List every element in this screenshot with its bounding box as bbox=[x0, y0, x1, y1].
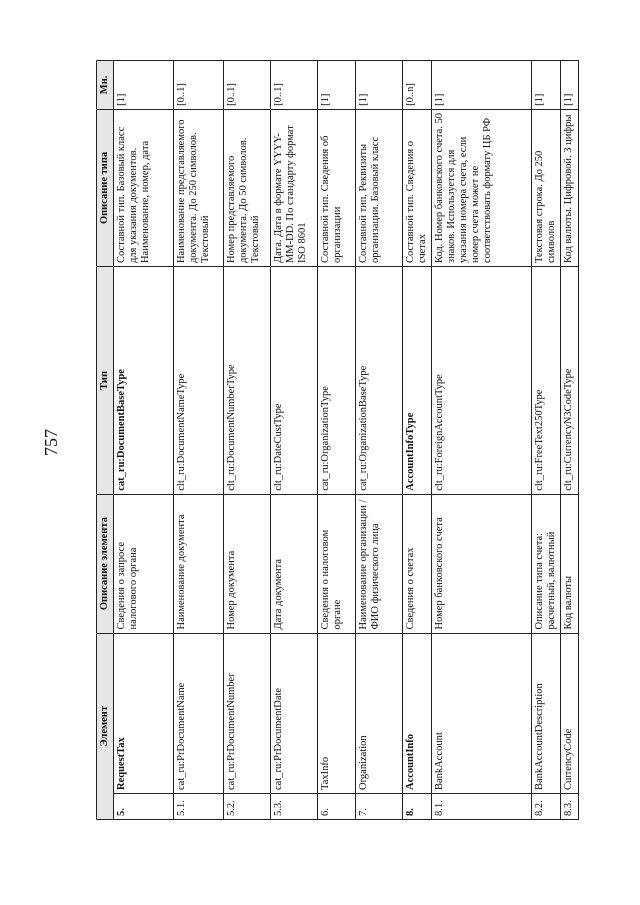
element-type: clt_ru:DocumentNameType bbox=[174, 267, 224, 495]
element-name: Organization bbox=[356, 633, 403, 793]
type-description: Составной тип. Сведения о счетах bbox=[403, 109, 432, 266]
type-description: Составной тип. Сведения об организации bbox=[318, 109, 356, 266]
header-multiplicity: Мн. bbox=[97, 61, 114, 110]
header-type-description: Описание типа bbox=[97, 109, 114, 266]
element-type: cat_ru:DocumentBaseType bbox=[114, 267, 174, 495]
element-description: Дата документа bbox=[271, 494, 318, 633]
multiplicity: [1] bbox=[532, 61, 561, 110]
table-body bbox=[114, 61, 579, 820]
element-name: BankAccount bbox=[432, 633, 532, 793]
table-header-row bbox=[97, 61, 114, 820]
multiplicity: [0..n] bbox=[403, 61, 432, 110]
table-row bbox=[356, 61, 403, 820]
element-type: AccountInfoType bbox=[403, 267, 432, 495]
element-name: AccountInfo bbox=[403, 633, 432, 793]
multiplicity: [0..1] bbox=[174, 61, 224, 110]
type-description: Наименование представляемого документа. До 250 символов. Текстовый bbox=[174, 109, 224, 266]
row-number: 8.3. bbox=[561, 793, 579, 819]
element-name: cat_ru:PrDocumentName bbox=[174, 633, 224, 793]
table-row bbox=[114, 61, 174, 820]
element-description: Сведения о налоговом органе bbox=[318, 494, 356, 633]
element-type: cat_ru:OrganizationType bbox=[318, 267, 356, 495]
type-description: Составной тип. Реквизиты организации. Базовый класс bbox=[356, 109, 403, 266]
row-number: 8.1. bbox=[432, 793, 532, 819]
page-number: 757 bbox=[41, 429, 61, 456]
element-type: cat_ru:OrganizationBaseType bbox=[356, 267, 403, 495]
element-type: clt_ru:ForeignAccountType bbox=[432, 267, 532, 495]
element-description: Код валюты bbox=[561, 494, 579, 633]
element-description: Описание типа счета: расчетный, валютный bbox=[532, 494, 561, 633]
element-name: RequestTax bbox=[114, 633, 174, 793]
header-element-description: Описание элемента bbox=[97, 494, 114, 633]
element-description: Сведения о запросе налогового органа bbox=[114, 494, 174, 633]
row-number: 6. bbox=[318, 793, 356, 819]
row-number: 5.3. bbox=[271, 793, 318, 819]
row-number: 5.2. bbox=[224, 793, 271, 819]
multiplicity: [0..1] bbox=[224, 61, 271, 110]
type-description: Код валюты. Цифровой. 3 цифры bbox=[561, 109, 579, 266]
row-number: 8. bbox=[403, 793, 432, 819]
table-row bbox=[271, 61, 318, 820]
element-type: clt_ru:FreeText250Type bbox=[532, 267, 561, 495]
element-description: Номер документа bbox=[224, 494, 271, 633]
element-name: cat_ru:PrDocumentNumber bbox=[224, 633, 271, 793]
element-description: Сведения о счетах bbox=[403, 494, 432, 633]
table-row bbox=[432, 61, 532, 820]
multiplicity: [0..1] bbox=[271, 61, 318, 110]
element-description: Наименование документа bbox=[174, 494, 224, 633]
header-type: Тип bbox=[97, 267, 114, 495]
elements-table bbox=[96, 60, 579, 820]
type-description: Номер представляемого документа. До 50 символов. Текстовый bbox=[224, 109, 271, 266]
table-row bbox=[532, 61, 561, 820]
row-number: 8.2. bbox=[532, 793, 561, 819]
row-number: 5.1. bbox=[174, 793, 224, 819]
row-number: 7. bbox=[356, 793, 403, 819]
table-row bbox=[561, 61, 579, 820]
element-name: BankAccountDescription bbox=[532, 633, 561, 793]
header-element: Элемент bbox=[97, 633, 114, 819]
multiplicity: [1] bbox=[561, 61, 579, 110]
row-number: 5. bbox=[114, 793, 174, 819]
rotated-document-table bbox=[96, 60, 576, 820]
table-row bbox=[318, 61, 356, 820]
multiplicity: [1] bbox=[432, 61, 532, 110]
multiplicity: [1] bbox=[356, 61, 403, 110]
element-type: clt_ru:CurrencyN3CodeType bbox=[561, 267, 579, 495]
element-description: Наименование организации / ФИО физического лица bbox=[356, 494, 403, 633]
type-description: Текстовая строка. До 250 символов bbox=[532, 109, 561, 266]
type-description: Дата. Дата в формате YYYY-MM-DD. По стандарту формат ISO 8601 bbox=[271, 109, 318, 266]
element-type: clt_ru:DateCustType bbox=[271, 267, 318, 495]
type-description: Код. Номер банковского счета. 50 знаков. Используется для указания номера счета, если номер счета может не соответствовать формату ЦБ РФ bbox=[432, 109, 532, 266]
element-name: cat_ru:PrDocumentDate bbox=[271, 633, 318, 793]
table-row bbox=[174, 61, 224, 820]
type-description: Составной тип. Базовый класс для указания документов. Наименование, номер, дата bbox=[114, 109, 174, 266]
element-name: TaxInfo bbox=[318, 633, 356, 793]
multiplicity: [1] bbox=[114, 61, 174, 110]
element-type: clt_ru:DocumentNumberType bbox=[224, 267, 271, 495]
table-row bbox=[224, 61, 271, 820]
element-name: CurrencyCode bbox=[561, 633, 579, 793]
table-row bbox=[403, 61, 432, 820]
element-description: Номер банковского счета bbox=[432, 494, 532, 633]
multiplicity: [1] bbox=[318, 61, 356, 110]
